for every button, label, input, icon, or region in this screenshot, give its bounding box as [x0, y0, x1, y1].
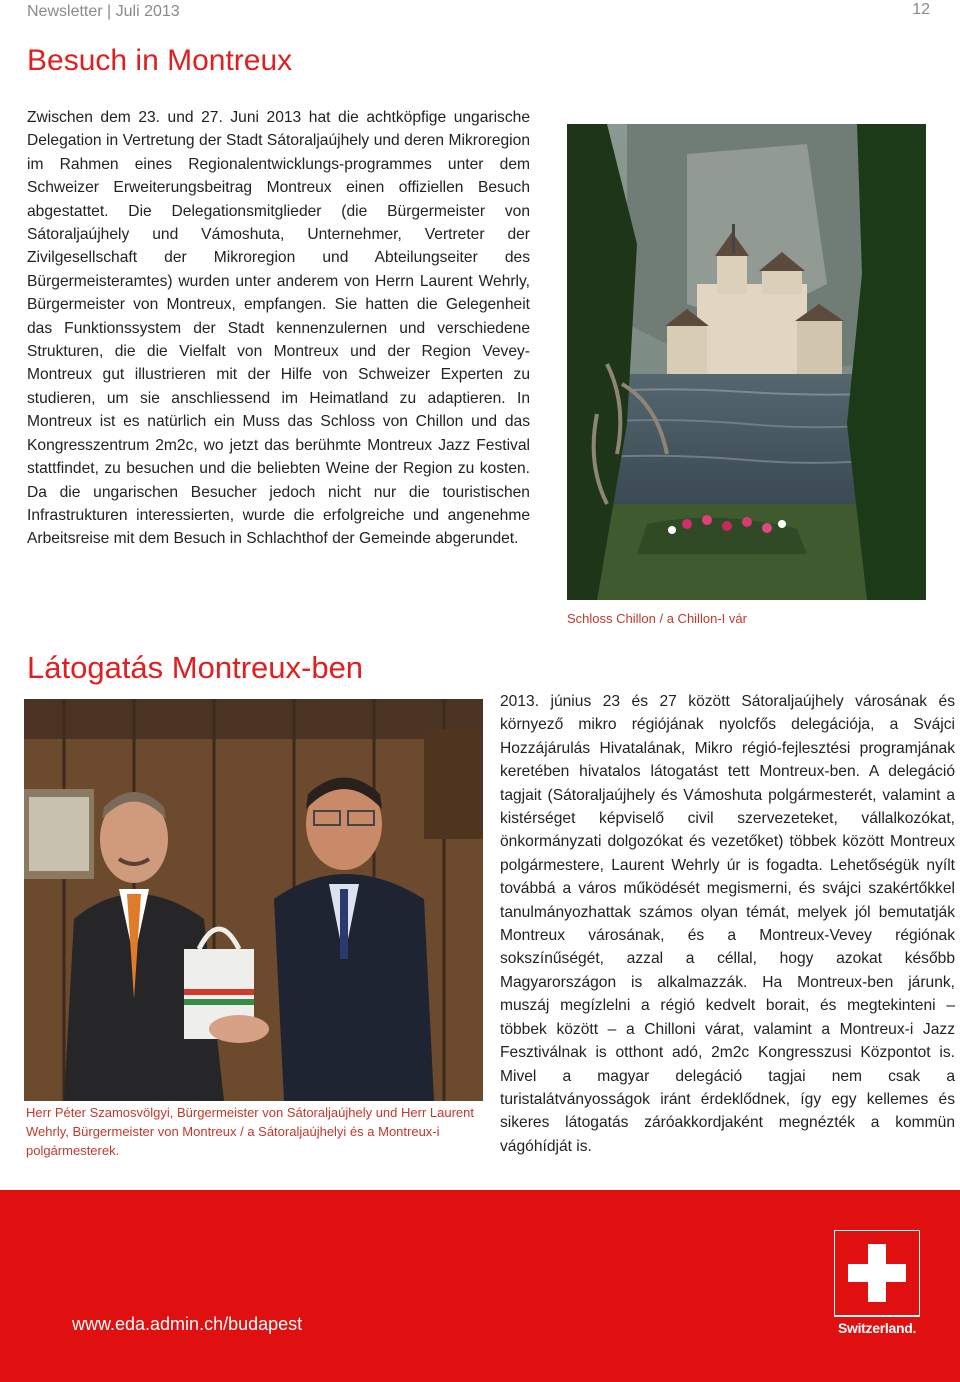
- title-latogatas-montreux-ben: Látogatás Montreux-ben: [27, 650, 364, 685]
- article-body-de: Zwischen dem 23. und 27. Juni 2013 hat die achtköpfige ungarische Delegation in Vertretung der Stadt Sátoraljaújhely und deren Mikroregion im Rahmen eines Regionalentwicklungs-programmes unter dem Schweizer Erweiterungsbeitrag Montreux einen offiziellen Besuch abgestattet. Die Delegationsmitglieder (die Bürgermeister von Sátoraljaújhely und Vámoshuta, Unternehmer, Vertreter der Zivilgesellschaft der Mikroregion und Abteilungseiter des Bürgermeisteramtes) wurden unter anderem von Herrn Laurent Wehrly, Bürgermeister von Montreux, empfangen. Sie hatten die Gelegenheit das Funktionssystem der Stadt kennenzulernen und verschiedene Strukturen, die die Vielfalt von Montreux und der Region Vevey-Montreux gut illustrieren mit der Hilfe von Schweizer Experten zu studieren, um sie anschliessend im Heimatland zu adaptieren. In Montreux ist es natürlich ein Muss das Schloss von Chillon und das Kongresszentrum 2m2c, wo jetzt das berühmte Montreux Jazz Festival stattfindet, zu besuchen und die beliebten Weine der Region zu kosten. Da die ungarischen Besucher jedoch nicht nur die touristischen Infrastrukturen interessierten, wurde die erfolgreiche und angenehme Arbeitsreise mit dem Besuch in Schlachthof der Gemeinde abgerundet.: [27, 109, 530, 548]
- footer-bar: [0, 1190, 960, 1382]
- article-body-hu: 2013. június 23 és 27 között Sátoraljaújhely városának és környező mikro régiójának nyolcfős delegációja, a Svájci Hozzájárulás Hivatalának, Mikro régió-fejlesztési programjának keretében hivatalos látogatást tett Montreux-ben. A delegáció tagjait (Sátoraljaújhely és Vámoshuta polgármesterét, valamint a kistérséget képviselő civil szervezeteket, vállalkozókat, önkormányzati dolgozókat és vezetőket) többek között Montreux polgármestere, Laurent Wehrly úr is fogadta. Lehetőségük nyílt továbbá a város működését megismerni, és svájci szakértőkkel tanulmányozhattak számos olyan témát, melyek jól bemutatják Montreux városának, és a Montreux-Vevey régiónak sokszínűségét, azzal a céllal, hogy azokat később Magyarországon is alkalmazzák. Ha Montreux-ben járunk, muszáj megízlelni a régió kedvelt borait, és megtekinteni – többek között – a Chilloni várat, valamint a Montreux-i Jazz Fesztiválnak is otthont adó, 2m2c Kongresszusi Központot is. Mivel a magyar delegáció tagjai nem csak a turistalátványosságok iránt érdeklődnek, így egy kellemes és sikeres látogatás záróakkordjaként megnézték a kommün vágóhídját is.: [500, 693, 955, 1155]
- header-newsletter-label: Newsletter | Juli 2013: [27, 3, 180, 20]
- footer-website-link[interactable]: www.eda.admin.ch/budapest: [72, 1314, 303, 1334]
- switzerland-logo: [834, 1230, 920, 1340]
- title-besuch-in-montreux: Besuch in Montreux: [27, 44, 293, 77]
- chillon-castle-photo: [567, 124, 926, 600]
- castle-photo-caption: Schloss Chillon / a Chillon-I vár: [567, 611, 747, 626]
- page-number: 12: [912, 1, 930, 18]
- meeting-photo-caption: Herr Péter Szamosvölgyi, Bürgermeister von Sátoraljaújhely und Herr Laurent Wehrly, Bürgermeister von Montreux / a Sátoraljaújhelyi és a Montreux-i polgármesterek.: [26, 1105, 474, 1158]
- mayors-handshake-photo: [24, 699, 483, 1101]
- switzerland-logo-text: Switzerland.: [837, 1320, 917, 1336]
